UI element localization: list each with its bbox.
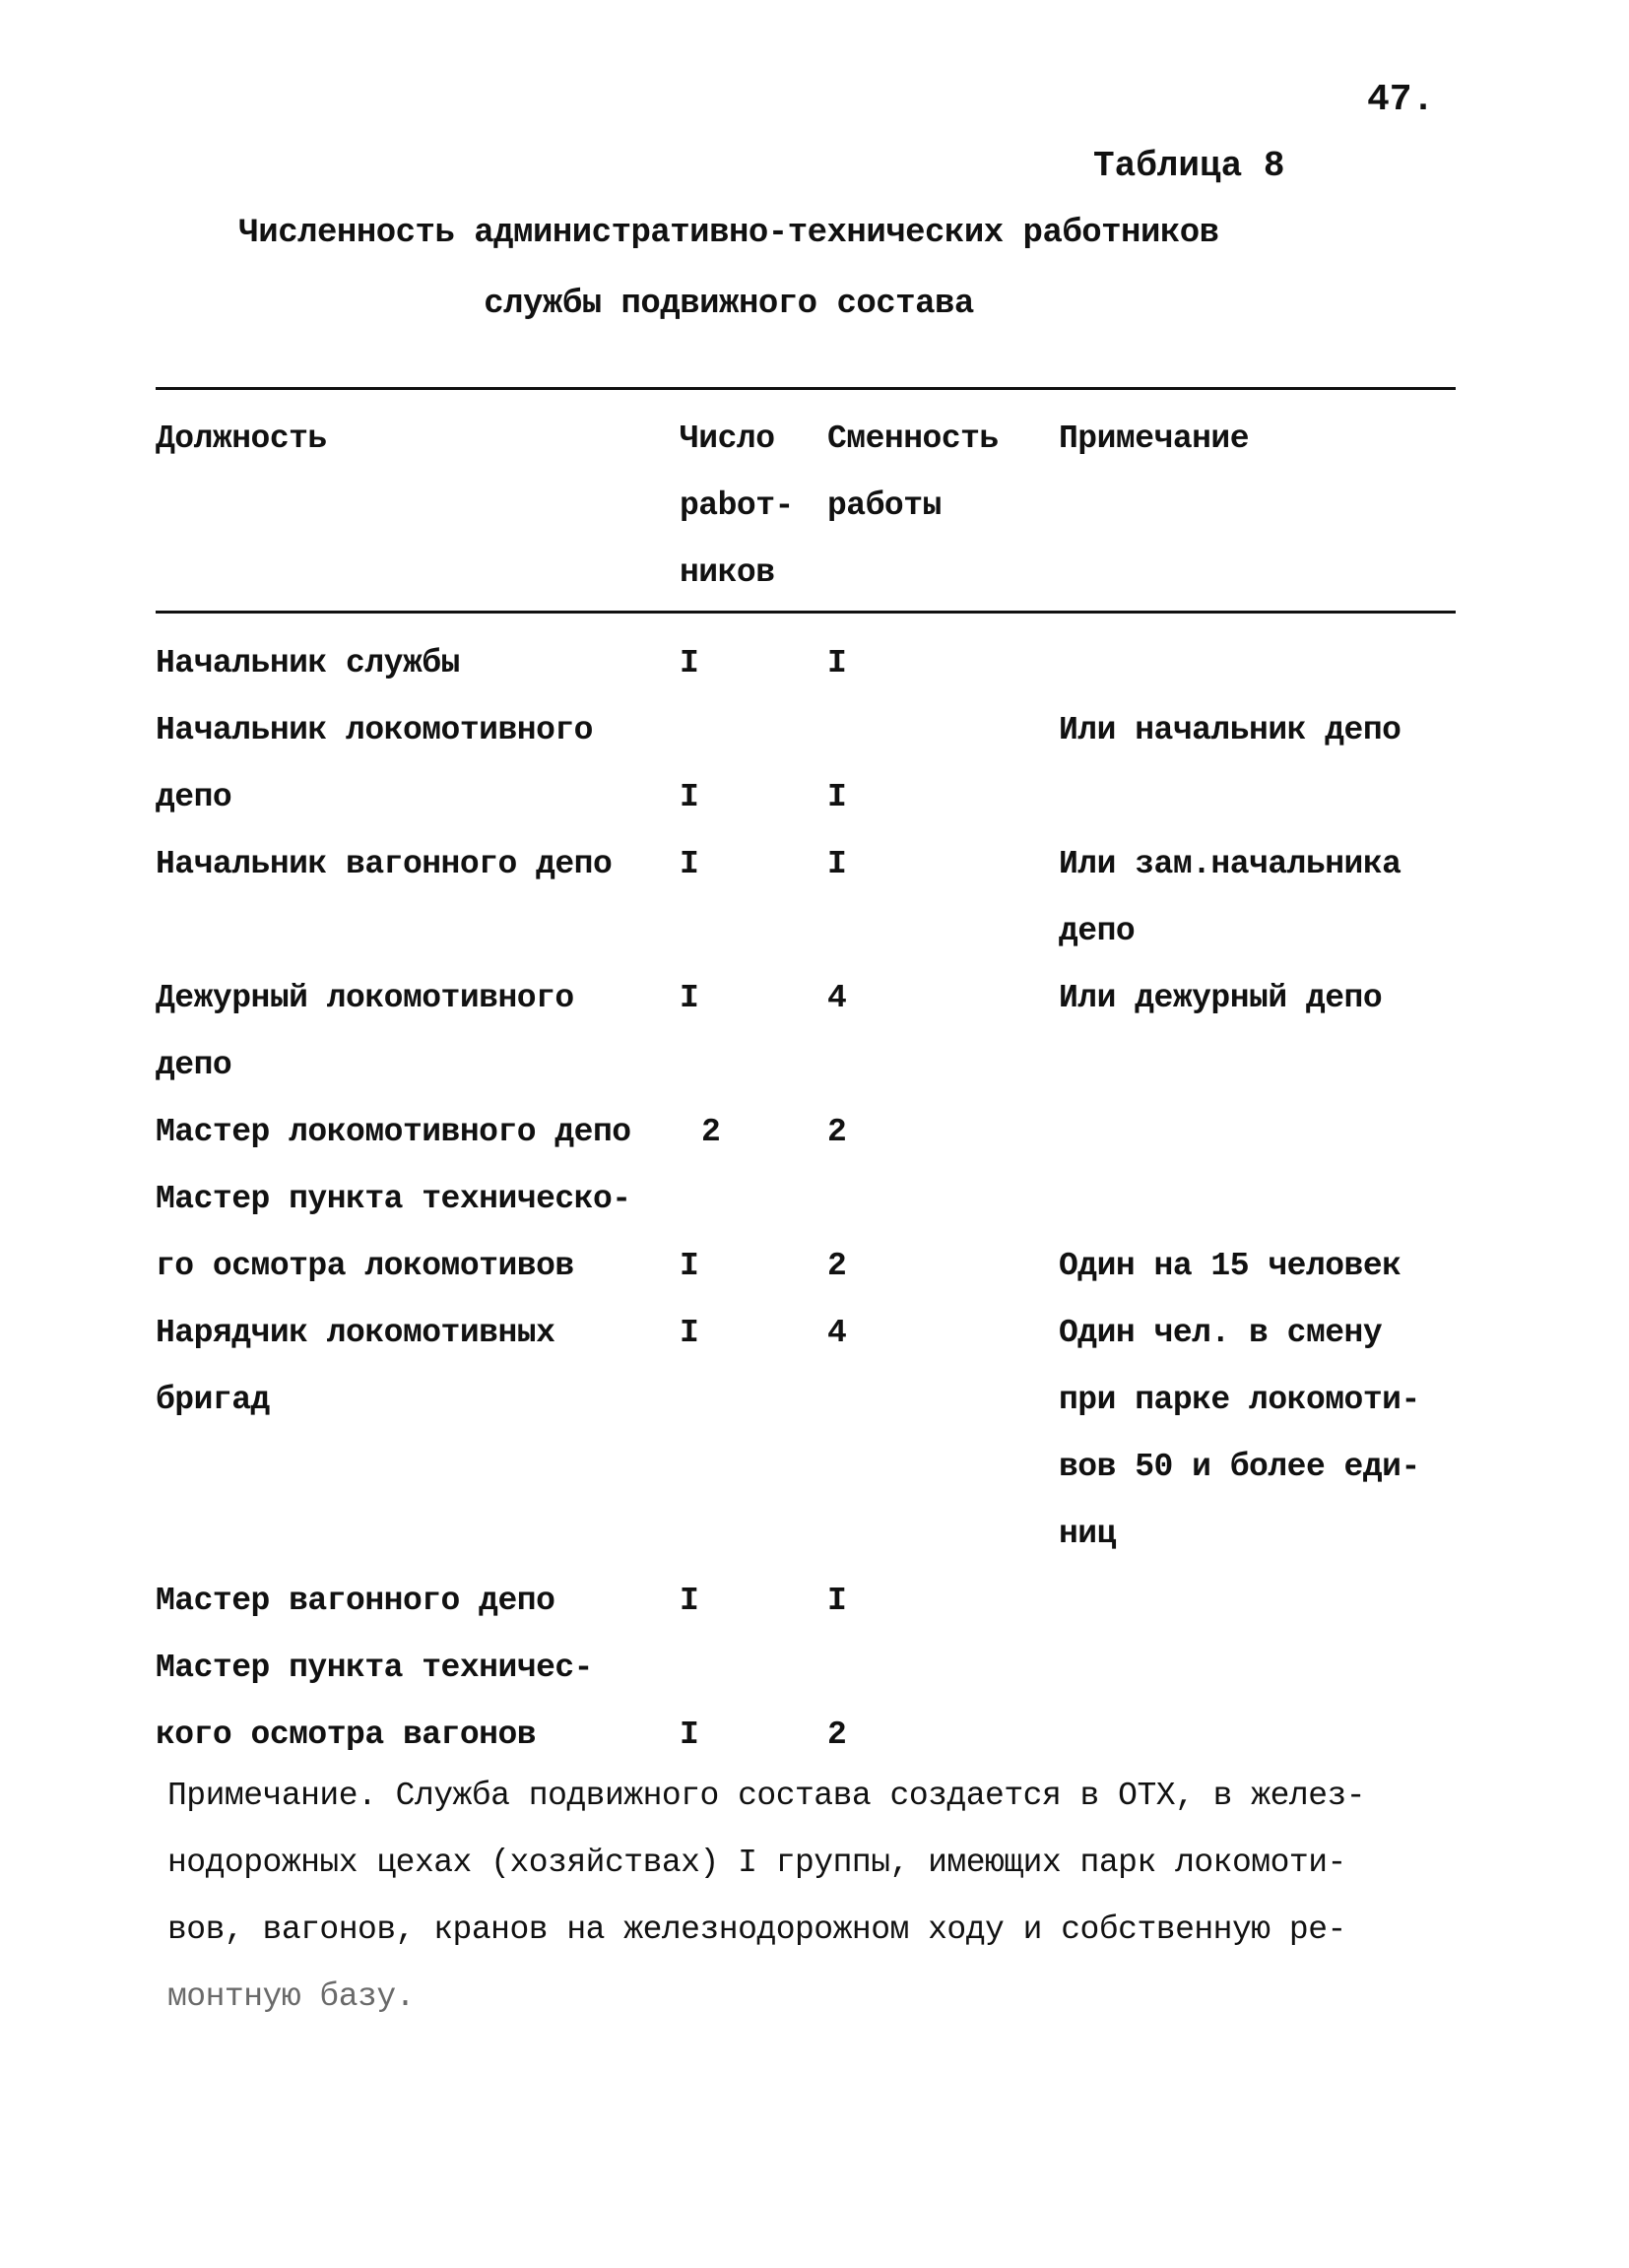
cell-position: го осмотра локомотивов xyxy=(156,1248,574,1284)
cell-shifts: I xyxy=(827,1583,847,1619)
footnote xyxy=(167,1763,1487,2031)
table-row xyxy=(0,1300,1629,1552)
cell-count: 2 xyxy=(701,1114,721,1150)
cell-note: Или зам.начальника депо xyxy=(1059,846,1401,949)
header-note: Примечание xyxy=(1059,421,1250,457)
cell-position: Мастер пункта техничес- xyxy=(156,1650,593,1686)
cell-count: I xyxy=(680,645,699,681)
cell-note: Один на 15 человек xyxy=(1059,1248,1401,1284)
table-title-line-1: Численность административно-технических работников xyxy=(238,215,1219,252)
table-row xyxy=(0,965,1629,1083)
cell-position: Мастер вагонного депо xyxy=(156,1583,555,1619)
header-count: Число раbот- ников xyxy=(680,421,794,591)
cell-shifts: I xyxy=(827,645,847,681)
cell-position: Начальник вагонного депо xyxy=(156,846,613,882)
cell-position: Мастер пункта техническо- xyxy=(156,1181,631,1217)
cell-position: кого осмотра вагонов xyxy=(156,1717,537,1753)
table-row xyxy=(0,1099,1629,1166)
cell-position: депо xyxy=(156,779,232,815)
footnote-line: нодорожных цехах (хозяйствах) I группы, имеющих парк локомоти- xyxy=(167,1845,1346,1881)
table-row xyxy=(0,1568,1629,1635)
table-row xyxy=(0,630,1629,697)
cell-note: Или начальник депо xyxy=(1059,712,1401,748)
cell-shifts: 4 xyxy=(827,980,847,1016)
cell-position: Мастер локомотивного депо xyxy=(156,1114,631,1150)
cell-shifts: 2 xyxy=(827,1717,847,1753)
cell-position: Дежурный локомотивного депо xyxy=(156,980,574,1083)
cell-position: Начальник службы xyxy=(156,645,460,681)
table-row xyxy=(0,1702,1629,1769)
table-label: Таблица 8 xyxy=(1093,146,1285,186)
cell-count: I xyxy=(680,1717,699,1753)
cell-shifts: I xyxy=(827,779,847,815)
cell-count: I xyxy=(680,846,699,882)
cell-shifts: 2 xyxy=(827,1114,847,1150)
table-title-line-2: службы подвижного состава xyxy=(484,286,974,323)
footnote-line: монтную базу. xyxy=(167,1978,415,2015)
table-row xyxy=(0,697,1629,764)
cell-shifts: 4 xyxy=(827,1315,847,1351)
cell-shifts: 2 xyxy=(827,1248,847,1284)
cell-count: I xyxy=(680,1583,699,1619)
header-shifts: Сменность работы xyxy=(827,421,999,524)
cell-count: I xyxy=(680,980,699,1016)
table-row xyxy=(0,1233,1629,1300)
cell-count: I xyxy=(680,1248,699,1284)
header-bottom-rule xyxy=(156,611,1456,614)
cell-count: I xyxy=(680,779,699,815)
cell-position: Нарядчик локомотивных бригад xyxy=(156,1315,555,1418)
page-number: 47. xyxy=(1367,79,1435,121)
header-position: Должность xyxy=(156,421,327,457)
table-row xyxy=(0,831,1629,949)
cell-note: Один чел. в смену при парке локомоти- вов 50 и более еди- ниц xyxy=(1059,1315,1420,1552)
cell-shifts: I xyxy=(827,846,847,882)
table-row xyxy=(0,1166,1629,1233)
cell-count: I xyxy=(680,1315,699,1351)
cell-note: Или дежурный депо xyxy=(1059,980,1383,1016)
table-top-rule xyxy=(156,387,1456,390)
table-row xyxy=(0,764,1629,831)
footnote-line: Примечание. Служба подвижного состава создается в ОТХ, в желез- xyxy=(167,1778,1366,1814)
cell-position: Начальник локомотивного xyxy=(156,712,593,748)
table-row xyxy=(0,1635,1629,1702)
footnote-line: вов, вагонов, кранов на железнодорожном ходу и собственную ре- xyxy=(167,1912,1346,1948)
